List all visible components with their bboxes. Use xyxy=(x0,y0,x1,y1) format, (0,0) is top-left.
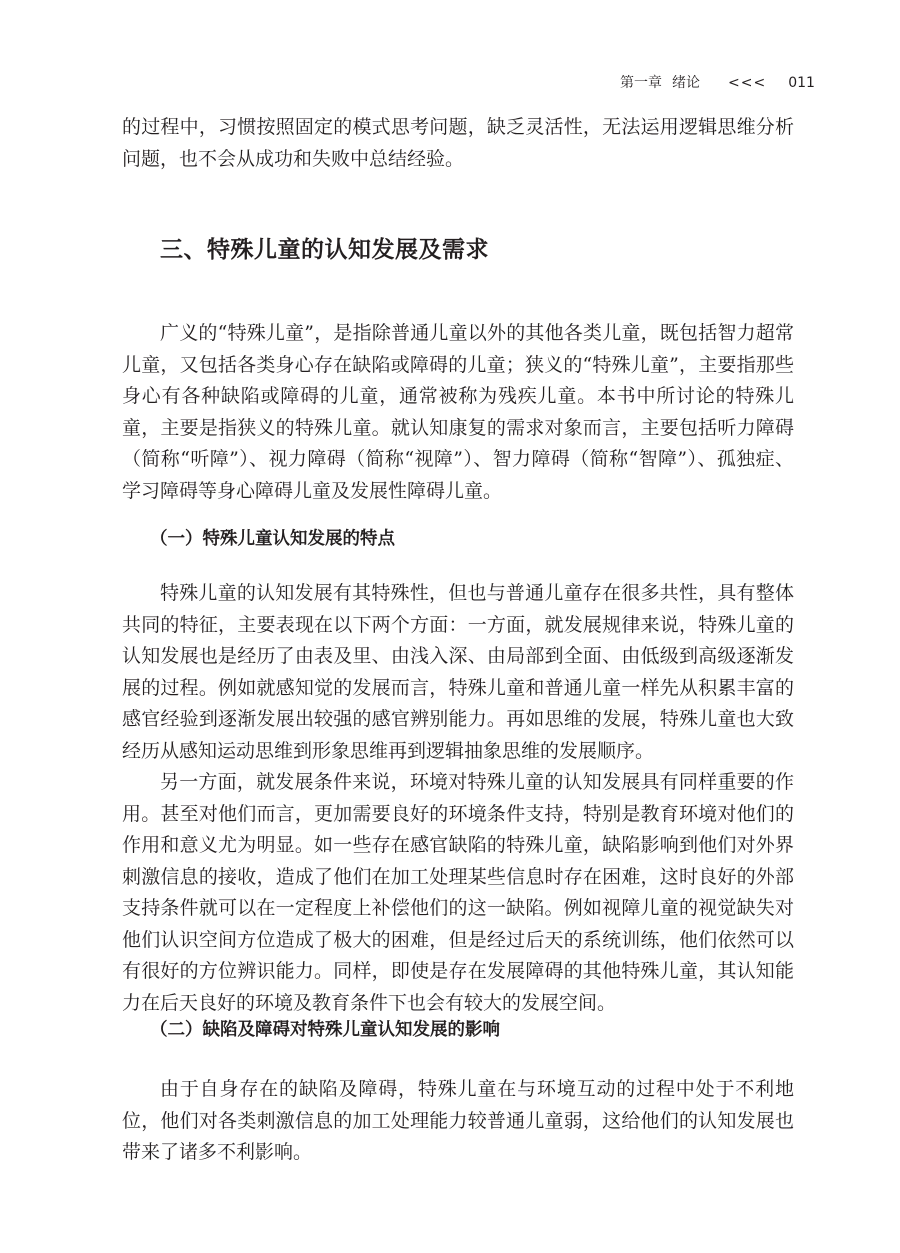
section-intro-paragraph: 广义的“特殊儿童”，是指除普通儿童以外的其他各类儿童，既包括智力超常儿童，又包括各类身心存在缺陷或障碍的儿童；狭义的“特殊儿童”，主要指那些身心有各种缺陷或障碍的儿童，通常被称为残疾儿童。本书中所讨论的特殊儿童，主要是指狭义的特殊儿童。就认知康复的需求对象而言，主要包括听力障碍（简称“听障”）、视力障碍（简称“视障”）、智力障碍（简称“智障”）、孤独症、学习障碍等身心障碍儿童及发展性障碍儿童。 xyxy=(122,322,794,502)
section-title: 三、特殊儿童的认知发展及需求 xyxy=(160,237,489,263)
continued-paragraph-block xyxy=(122,112,794,175)
continued-paragraph: 的过程中，习惯按照固定的模式思考问题，缺乏灵活性，无法运用逻辑思维分析问题，也不会从成功和失败中总结经验。 xyxy=(122,116,794,170)
running-header xyxy=(620,72,815,92)
subsection-title-1: （一）特殊儿童认知发展的特点 xyxy=(150,529,395,549)
chapter-title: 绪论 xyxy=(672,75,700,91)
body-paragraph: 特殊儿童的认知发展有其特殊性，但也与普通儿童存在很多共性，具有整体共同的特征，主要表现在以下两个方面：一方面，就发展规律来说，特殊儿童的认知发展也是经历了由表及里、由浅入深、由局部到全面、由低级到高级逐渐发展的过程。例如就感知觉的发展而言，特殊儿童和普通儿童一样先从积累丰富的感官经验到逐渐发展出较强的感官辨别能力。再如思维的发展，特殊儿童也大致经历从感知运动思维到形象思维再到逻辑抽象思维的发展顺序。 xyxy=(122,582,794,762)
page-number: 011 xyxy=(788,75,815,91)
body-paragraph: 由于自身存在的缺陷及障碍，特殊儿童在与环境互动的过程中处于不利地位，他们对各类刺激信息的加工处理能力较普通儿童弱，这给他们的认知发展也带来了诸多不利影响。 xyxy=(122,1078,794,1163)
subsection-title-2: （二）缺陷及障碍对特殊儿童认知发展的影响 xyxy=(150,1020,500,1040)
subsection-1-body xyxy=(122,578,794,1019)
nav-marker: <<< xyxy=(728,75,767,91)
chapter-label: 第一章 xyxy=(620,75,662,91)
body-paragraph: 另一方面，就发展条件来说，环境对特殊儿童的认知发展具有同样重要的作用。甚至对他们而言，更加需要良好的环境条件支持，特别是教育环境对他们的作用和意义尤为明显。如一些存在感官缺陷的特殊儿童，缺陷影响到他们对外界刺激信息的接收，造成了他们在加工处理某些信息时存在困难，这时良好的外部支持条件就可以在一定程度上补偿他们的这一缺陷。例如视障儿童的视觉缺失对他们认识空间方位造成了极大的困难，但是经过后天的系统训练，他们依然可以有很好的方位辨识能力。同样，即使是存在发展障碍的其他特殊儿童，其认知能力在后天良好的环境及教育条件下也会有较大的发展空间。 xyxy=(122,771,794,1014)
section-intro-block xyxy=(122,318,794,507)
subsection-2-body xyxy=(122,1074,794,1169)
